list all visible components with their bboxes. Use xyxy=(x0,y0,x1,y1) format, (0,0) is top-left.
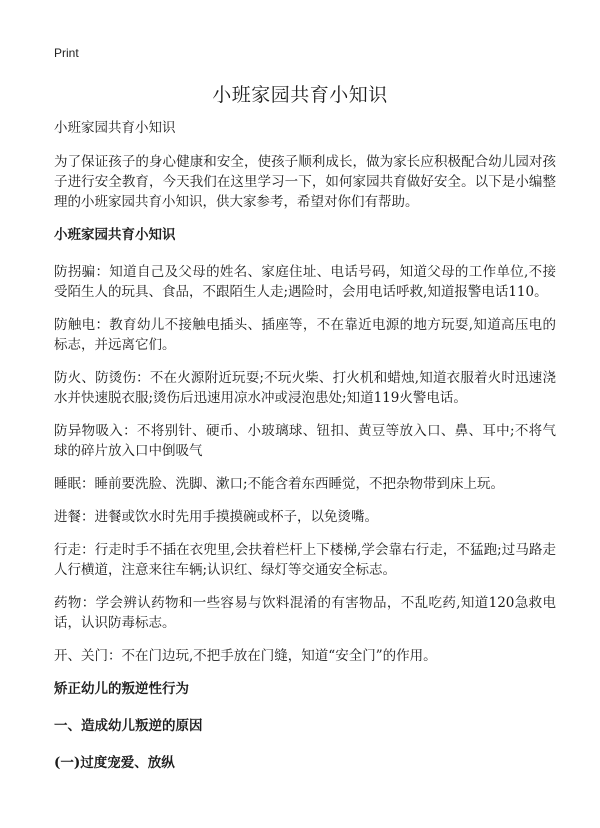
paragraph-sleep: 睡眠：睡前要洗脸、洗脚、漱口;不能含着东西睡觉，不把杂物带到床上玩。 xyxy=(54,476,505,492)
heading-correct-rebellious-behavior: 矫正幼儿的叛逆性行为 xyxy=(54,681,189,697)
document-body xyxy=(54,118,556,790)
section-heading: 小班家园共育小知识 xyxy=(54,227,176,243)
document-subtitle: 小班家园共育小知识 xyxy=(54,120,176,136)
paragraph-anti-abduction: 防拐骗：知道自己及父母的姓名、家庭住址、电话号码，知道父母的工作单位,不接受陌生人的玩具、食品，不跟陌生人走;遇险时，会用电话呼救,知道报警电话110。 xyxy=(54,264,556,300)
paragraph-foreign-object: 防异物吸入：不将别针、硬币、小玻璃球、钮扣、黄豆等放入口、鼻、耳中;不将气球的碎片放入口中倒吸气 xyxy=(54,423,556,459)
heading-over-indulgence: (一)过度宠爱、放纵 xyxy=(54,755,175,771)
document-title: 小班家园共育小知识 xyxy=(212,84,388,106)
paragraph-walking: 行走：行走时手不插在衣兜里,会扶着栏杆上下楼梯,学会靠右行走，不猛跑;过马路走人行横道，注意来往车辆;认识红、绿灯等交通安全标志。 xyxy=(54,542,556,578)
paragraph-medicine: 药物：学会辨认药物和一些容易与饮料混淆的有害物品，不乱吃药,知道120急救电话，认识防毒标志。 xyxy=(54,595,556,631)
heading-causes-of-rebellion: 一、造成幼儿叛逆的原因 xyxy=(54,718,203,734)
paragraph-fire-burn-safety: 防火、防烫伤：不在火源附近玩耍;不玩火柴、打火机和蜡烛,知道衣服着火时迅速浇水并快速脱衣服;烫伤后迅速用凉水冲或浸泡患处;知道119火警电话。 xyxy=(54,370,556,406)
paragraph-doors: 开、关门：不在门边玩,不把手放在门缝，知道“安全门”的作用。 xyxy=(54,648,437,664)
intro-paragraph: 为了保证孩子的身心健康和安全，使孩子顺利成长，做为家长应积极配合幼儿园对孩子进行安全教育，今天我们在这里学习一下，如何家园共育做好安全。以下是小编整理的小班家园共育小知识，供大家参考，希望对你们有帮助。 xyxy=(54,154,556,210)
print-link[interactable]: Print xyxy=(54,46,79,60)
paragraph-anti-electric-shock: 防触电：教育幼儿不接触电插头、插座等，不在靠近电源的地方玩耍,知道高压电的标志，并远离它们。 xyxy=(54,317,556,353)
paragraph-meals: 进餐：进餐或饮水时先用手摸摸碗或杯子，以免烫嘴。 xyxy=(54,509,378,525)
